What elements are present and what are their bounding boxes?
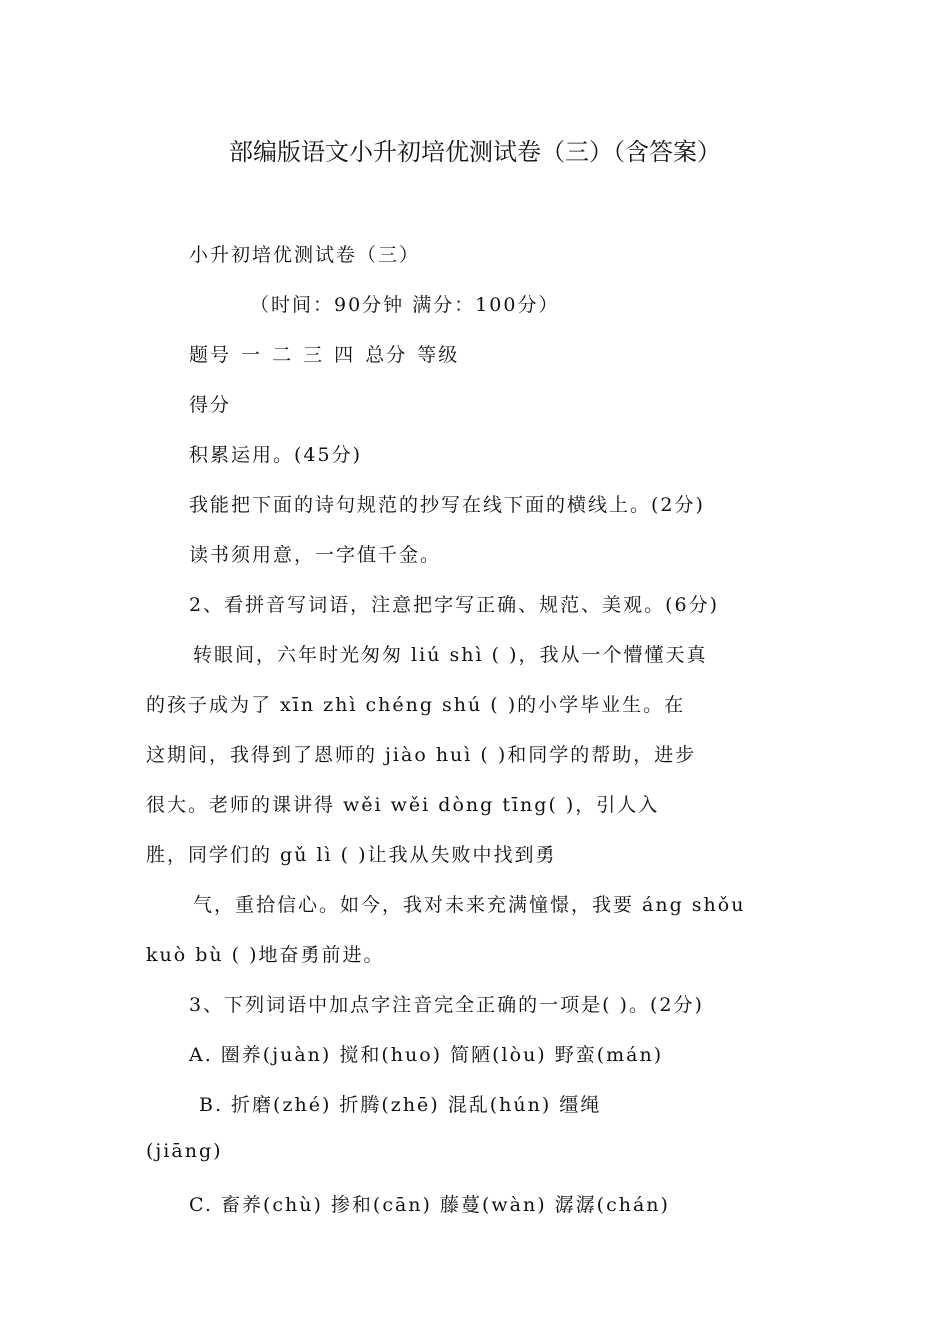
section-heading: 积累运用。(45分) <box>189 444 363 466</box>
option-b: B. 折磨(zhé) 折腾(zhē) 混乱(hún) 缰绳 <box>199 1094 602 1116</box>
score-table-header: 题号 一 二 三 四 总分 等级 <box>189 344 460 366</box>
passage-line: 这期间，我得到了恩师的 jiào huì ( )和同学的帮助，进步 <box>146 744 697 766</box>
exam-time-line: （时间：90分钟 满分：100分） <box>250 294 560 316</box>
passage-line: 胜，同学们的 gǔ lì ( )让我从失败中找到勇 <box>146 844 557 866</box>
passage-line: kuò bù ( )地奋勇前进。 <box>146 944 385 966</box>
option-b-continued: (jiāng) <box>146 1140 223 1162</box>
passage-line: 的孩子成为了 xīn zhì chéng shú ( )的小学毕业生。在 <box>146 694 686 716</box>
question-2: 2、看拼音写词语，注意把字写正确、规范、美观。(6分) <box>189 594 720 616</box>
document-title: 部编版语文小升初培优测试卷（三）（含答案） <box>229 138 721 166</box>
option-c: C. 畜养(chù) 掺和(cān) 藤蔓(wàn) 潺潺(chán) <box>189 1194 670 1216</box>
passage-line: 很大。老师的课讲得 wěi wěi dòng tīng( )，引人入 <box>146 794 660 816</box>
poem-line: 读书须用意，一字值千金。 <box>189 544 442 566</box>
question-1: 我能把下面的诗句规范的抄写在线下面的横线上。(2分) <box>189 494 705 516</box>
subtitle-line: 小升初培优测试卷（三） <box>189 244 421 266</box>
passage-line: 转眼间，六年时光匆匆 liú shì ( )，我从一个懵懂天真 <box>193 644 708 666</box>
passage-line: 气，重拾信心。如今，我对未来充满憧憬，我要 áng shǒu <box>193 894 746 916</box>
question-3: 3、下列词语中加点字注音完全正确的一项是( )。(2分) <box>189 994 704 1016</box>
option-a: A. 圈养(juàn) 搅和(huo) 简陋(lòu) 野蛮(mán) <box>189 1044 664 1066</box>
score-row-label: 得分 <box>189 394 232 416</box>
